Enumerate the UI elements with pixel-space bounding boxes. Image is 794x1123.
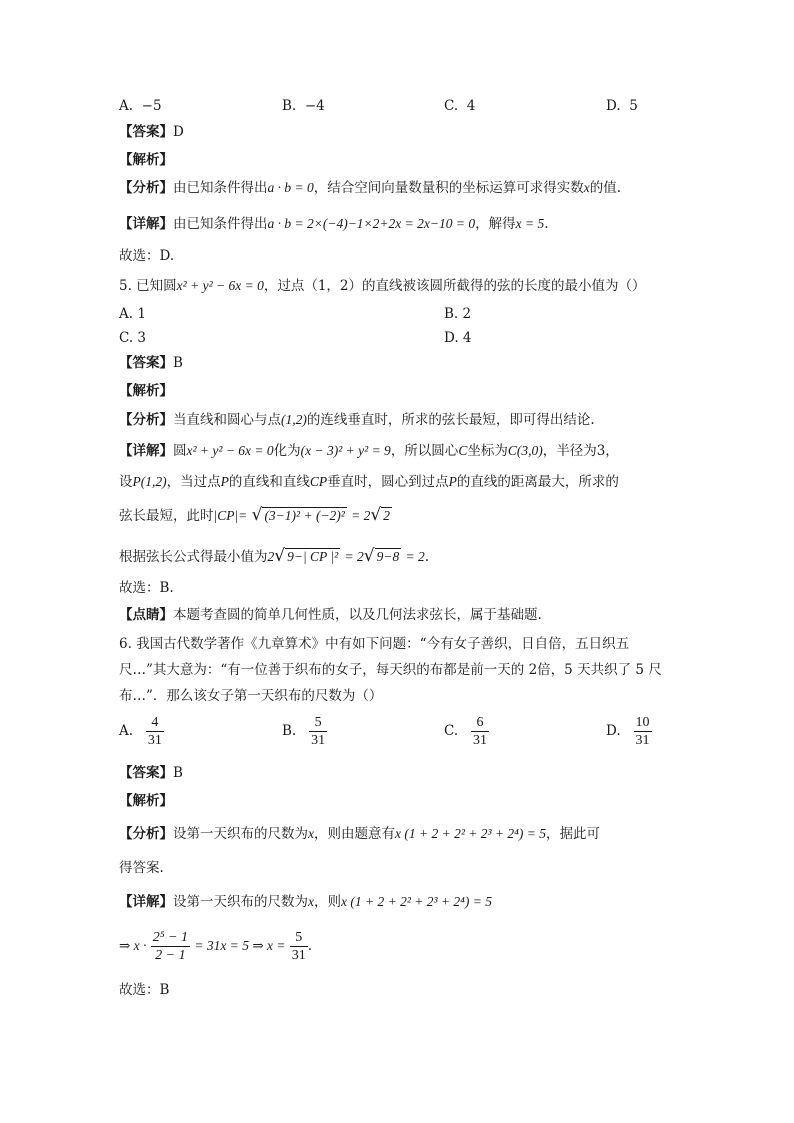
q6-stem-line2: 尺…”其大意为：“有一位善于织布的女子，每天织的布都是前一天的 2倍，5 天共织了 5 尺 bbox=[119, 662, 662, 678]
q5-jiexi: 【解析】 bbox=[119, 383, 173, 399]
q6-option-a: A. $\frac{4}{31}$ bbox=[119, 715, 162, 748]
q5-xiangjie-line1: 【详解】圆x² + y² − 6x = 0化为(x − 3)² + y² = 9，所以圆心C坐标为C(3,0)，半径为3， bbox=[119, 443, 619, 459]
q5-xiangjie-line2: 设P(1,2)，当过点P的直线和直线CP垂直时，圆心到过点P的直线的距离最大，所求的 bbox=[119, 474, 619, 490]
q5-fenxi: 【分析】当直线和圆心与点(1,2)的连线垂直时，所求的弦长最短，即可得出结论. bbox=[119, 412, 595, 428]
q5-xiangjie-line3: 弦长最短，此时|CP|= √ (3−1)² + (−2)² = 2√ 2 bbox=[119, 505, 390, 525]
q5-option-c: C. 3 bbox=[119, 330, 147, 346]
q4-xiangjie: 【详解】由已知条件得出a · b = 2×(−4)−1×2+2x = 2x−10 = 0，解得x = 5. bbox=[119, 216, 549, 232]
q4-option-c: C. 4 bbox=[444, 98, 476, 114]
q5-dianjing: 【点睛】本题考查圆的简单几何性质，以及几何法求弦长，属于基础题. bbox=[119, 607, 542, 623]
q5-answer: 【答案】B bbox=[119, 355, 183, 371]
q4-answer: 【答案】D bbox=[119, 124, 184, 140]
q4-jiexi: 【解析】 bbox=[119, 152, 173, 168]
q5-guxuan: 故选：B. bbox=[119, 580, 174, 596]
q6-calc: ⇒ x · $\frac{\text{2⁵ − 1}}{2 - 1}$ = 31x = 5 ⇒ x = $\frac{5}{31}$ . bbox=[119, 930, 313, 963]
q5-xiangjie-line4: 根据弦长公式得最小值为2√ 9−| CP |² = 2√ 9−8 = 2. bbox=[119, 546, 430, 566]
q6-option-d: D. $\frac{10}{31}$ bbox=[606, 715, 650, 748]
q6-xiangjie: 【详解】设第一天织布的尺数为x，则x (1 + 2 + 2² + 2³ + 2⁴) = 5 bbox=[119, 894, 492, 910]
q6-fenxi: 【分析】设第一天织布的尺数为x，则由题意有x (1 + 2 + 2² + 2³ + 2⁴) = 5，据此可 bbox=[119, 826, 600, 842]
q6-fenxi-line2: 得答案. bbox=[119, 860, 164, 876]
q4-guxuan: 故选：D. bbox=[119, 248, 175, 264]
q4-option-b: B. −4 bbox=[282, 98, 325, 114]
q6-stem-line3: 布…”．那么该女子第一天织布的尺数为（） bbox=[119, 688, 383, 704]
q5-stem: 5. 已知圆x² + y² − 6x = 0，过点（1，2）的直线被该圆所截得的弦的长度的最小值为（） bbox=[119, 278, 646, 294]
q5-option-b: B. 2 bbox=[444, 306, 472, 322]
q4-fenxi: 【分析】由已知条件得出a · b = 0，结合空间向量数量积的坐标运算可求得实数x的值. bbox=[119, 180, 622, 196]
q6-option-b: B. $\frac{5}{31}$ bbox=[282, 715, 326, 748]
q4-option-d: D. 5 bbox=[606, 98, 638, 114]
q6-stem-line1: 6. 我国古代数学著作《九章算术》中有如下问题：“今有女子善织，日自倍，五日织五 bbox=[119, 636, 630, 652]
q4-option-a: A. −5 bbox=[119, 98, 162, 114]
q6-jiexi: 【解析】 bbox=[119, 793, 173, 809]
q6-option-c: C. $\frac{6}{31}$ bbox=[444, 715, 488, 748]
q5-option-d: D. 4 bbox=[444, 330, 472, 346]
q6-guxuan: 故选：B bbox=[119, 982, 170, 998]
q6-answer: 【答案】B bbox=[119, 765, 183, 781]
q5-option-a: A. 1 bbox=[119, 306, 146, 322]
